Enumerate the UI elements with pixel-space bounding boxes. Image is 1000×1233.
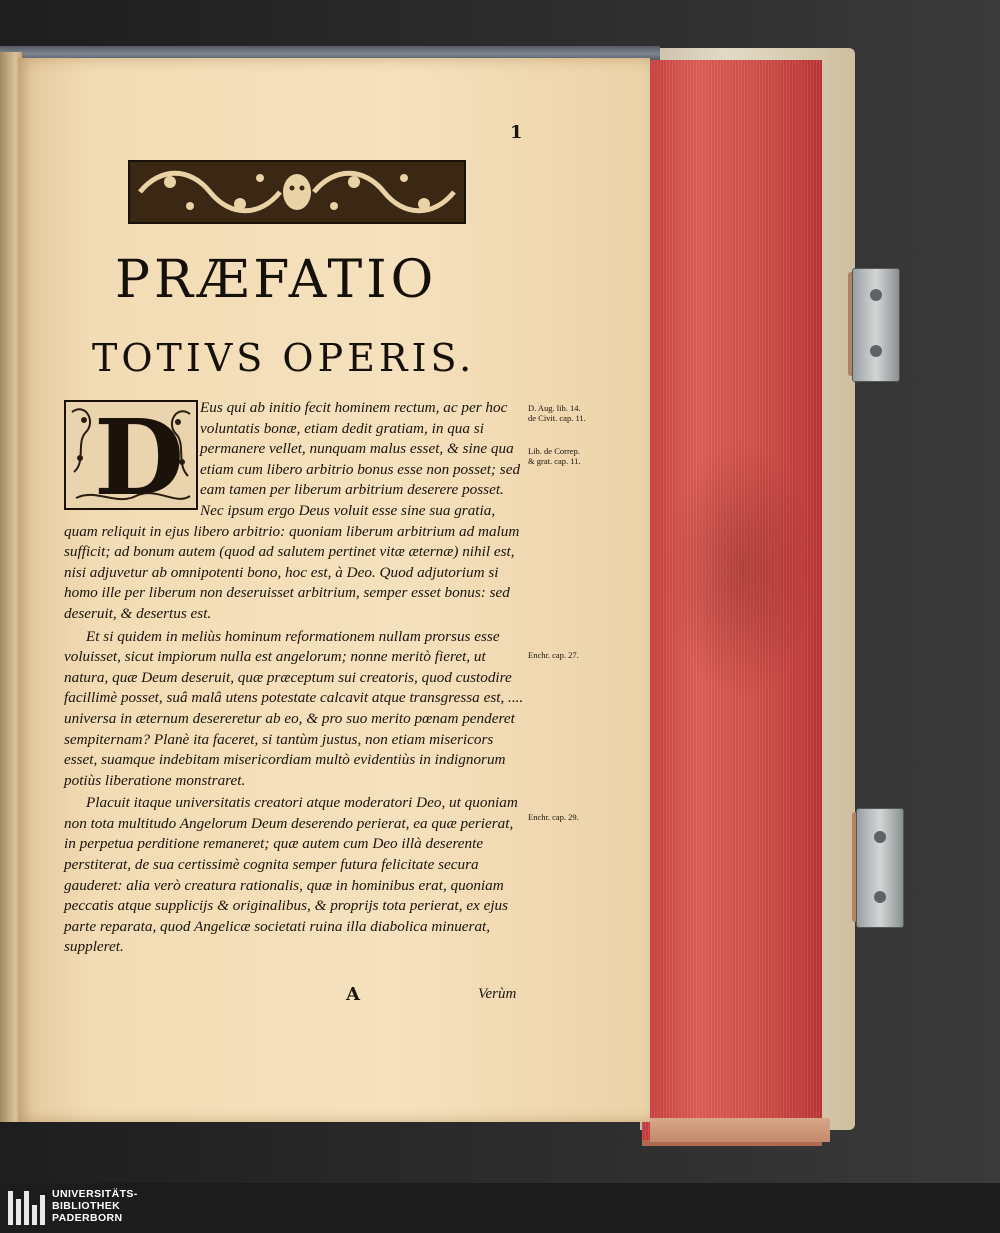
margin-note-4: Enchr. cap. 29. — [528, 812, 579, 822]
margin-note-3: Enchr. cap. 27. — [528, 650, 579, 660]
ornamental-headpiece — [128, 160, 466, 224]
clasp-bottom — [856, 808, 904, 928]
fore-edge-stain — [668, 440, 818, 700]
logo-line-2: BIBLIOTHEK — [52, 1200, 121, 1212]
fore-edge-bottom — [650, 1118, 830, 1142]
library-footer — [0, 1183, 1000, 1233]
library-logo-text — [52, 1188, 138, 1224]
page-subtitle: TOTIVS OPERIS. — [92, 336, 476, 380]
paragraph-2: Et si quidem in meliùs hominum reformationem nullam prorsus esse voluisset, sicut impiorum nulla est angelorum; nonne meritò fieret, ut natura, quæ Deum deseruit, quæ præceptum sui creatoris, quod custodire facillimè posset, suâ malâ utens potestate calcavit atque transgressa est, .... universa in æternum desereretur ab eo, & pro suo merito pœnam penderet sempiternam? Planè ita faceret, si tantùm justus, non etiam misericors esset, suamque indebitam misericordiam multò evidentiùs in indignorum potiùs liberatione monstraret. — [64, 627, 524, 789]
margin-note-1: D. Aug. lib. 14. de Civit. cap. 11. — [528, 403, 586, 423]
library-logo-icon — [8, 1191, 46, 1225]
paragraph-3: Placuit itaque universitatis creatori atque moderatori Deo, ut quoniam non tota multitudo Angelorum Deum deserendo perierat, ea quæ perierat, in perpetua perditione remaneret; quæ autem cum Deo illà deserente perstiterat, de sua certissimè cognita semper futura felicitate secura gauderet: alia verò creatura rationalis, quæ in hominibus erat, quoniam peccatis atque supplicijs & originalibus, & proprijs tota perierat, ex ejus parte reparata, quod Angelicæ societati ruina illa diabolica minuerat, suppleret. — [64, 794, 518, 956]
clasp-rivet — [870, 289, 882, 301]
clasp-top — [852, 268, 900, 382]
page-number: 1 — [510, 122, 523, 143]
decorated-initial — [64, 396, 198, 519]
logo-line-1: UNIVERSITÄTS- — [52, 1188, 138, 1200]
logo-line-3: PADERBORN — [52, 1212, 123, 1224]
clasp-rivet — [874, 831, 886, 843]
page-title: PRÆFATIO — [115, 250, 438, 310]
initial-letter: D — [94, 396, 185, 519]
clasp-rivet — [874, 891, 886, 903]
paragraph-text: Eus qui ab initio fecit hominem rectum, ac per hoc voluntatis bonæ, etiam dedit gratiam, in qua si permanere vellet, nunquam malus esset, & sine qua etiam cum libero arbitrio bonus esse non posset; sed eam tamen per liberum arbitrium deserere posset. Nec ipsum ergo Deus voluit esse sine sua gratia, quam reliquit in ejus libero arbitrio: quoniam liberum arbitrium ad malum sufficit; ad bonum autem (quod ad salutem pertinet vitæ æternæ) nihil est, nisi adjuvetur ab omnipotenti bono, hoc est, à Deo. Quod adjutorium si homo ille per liberum non deseruisset arbitrium, semper esset bonus: sed deseruit, & desertus est. — [64, 399, 521, 622]
signature-mark: A — [346, 984, 360, 1005]
catchword: Verùm — [478, 986, 517, 1002]
margin-note-2: Lib. de Correp. & grat. cap. 11. — [528, 446, 581, 466]
clasp-rivet — [870, 345, 882, 357]
